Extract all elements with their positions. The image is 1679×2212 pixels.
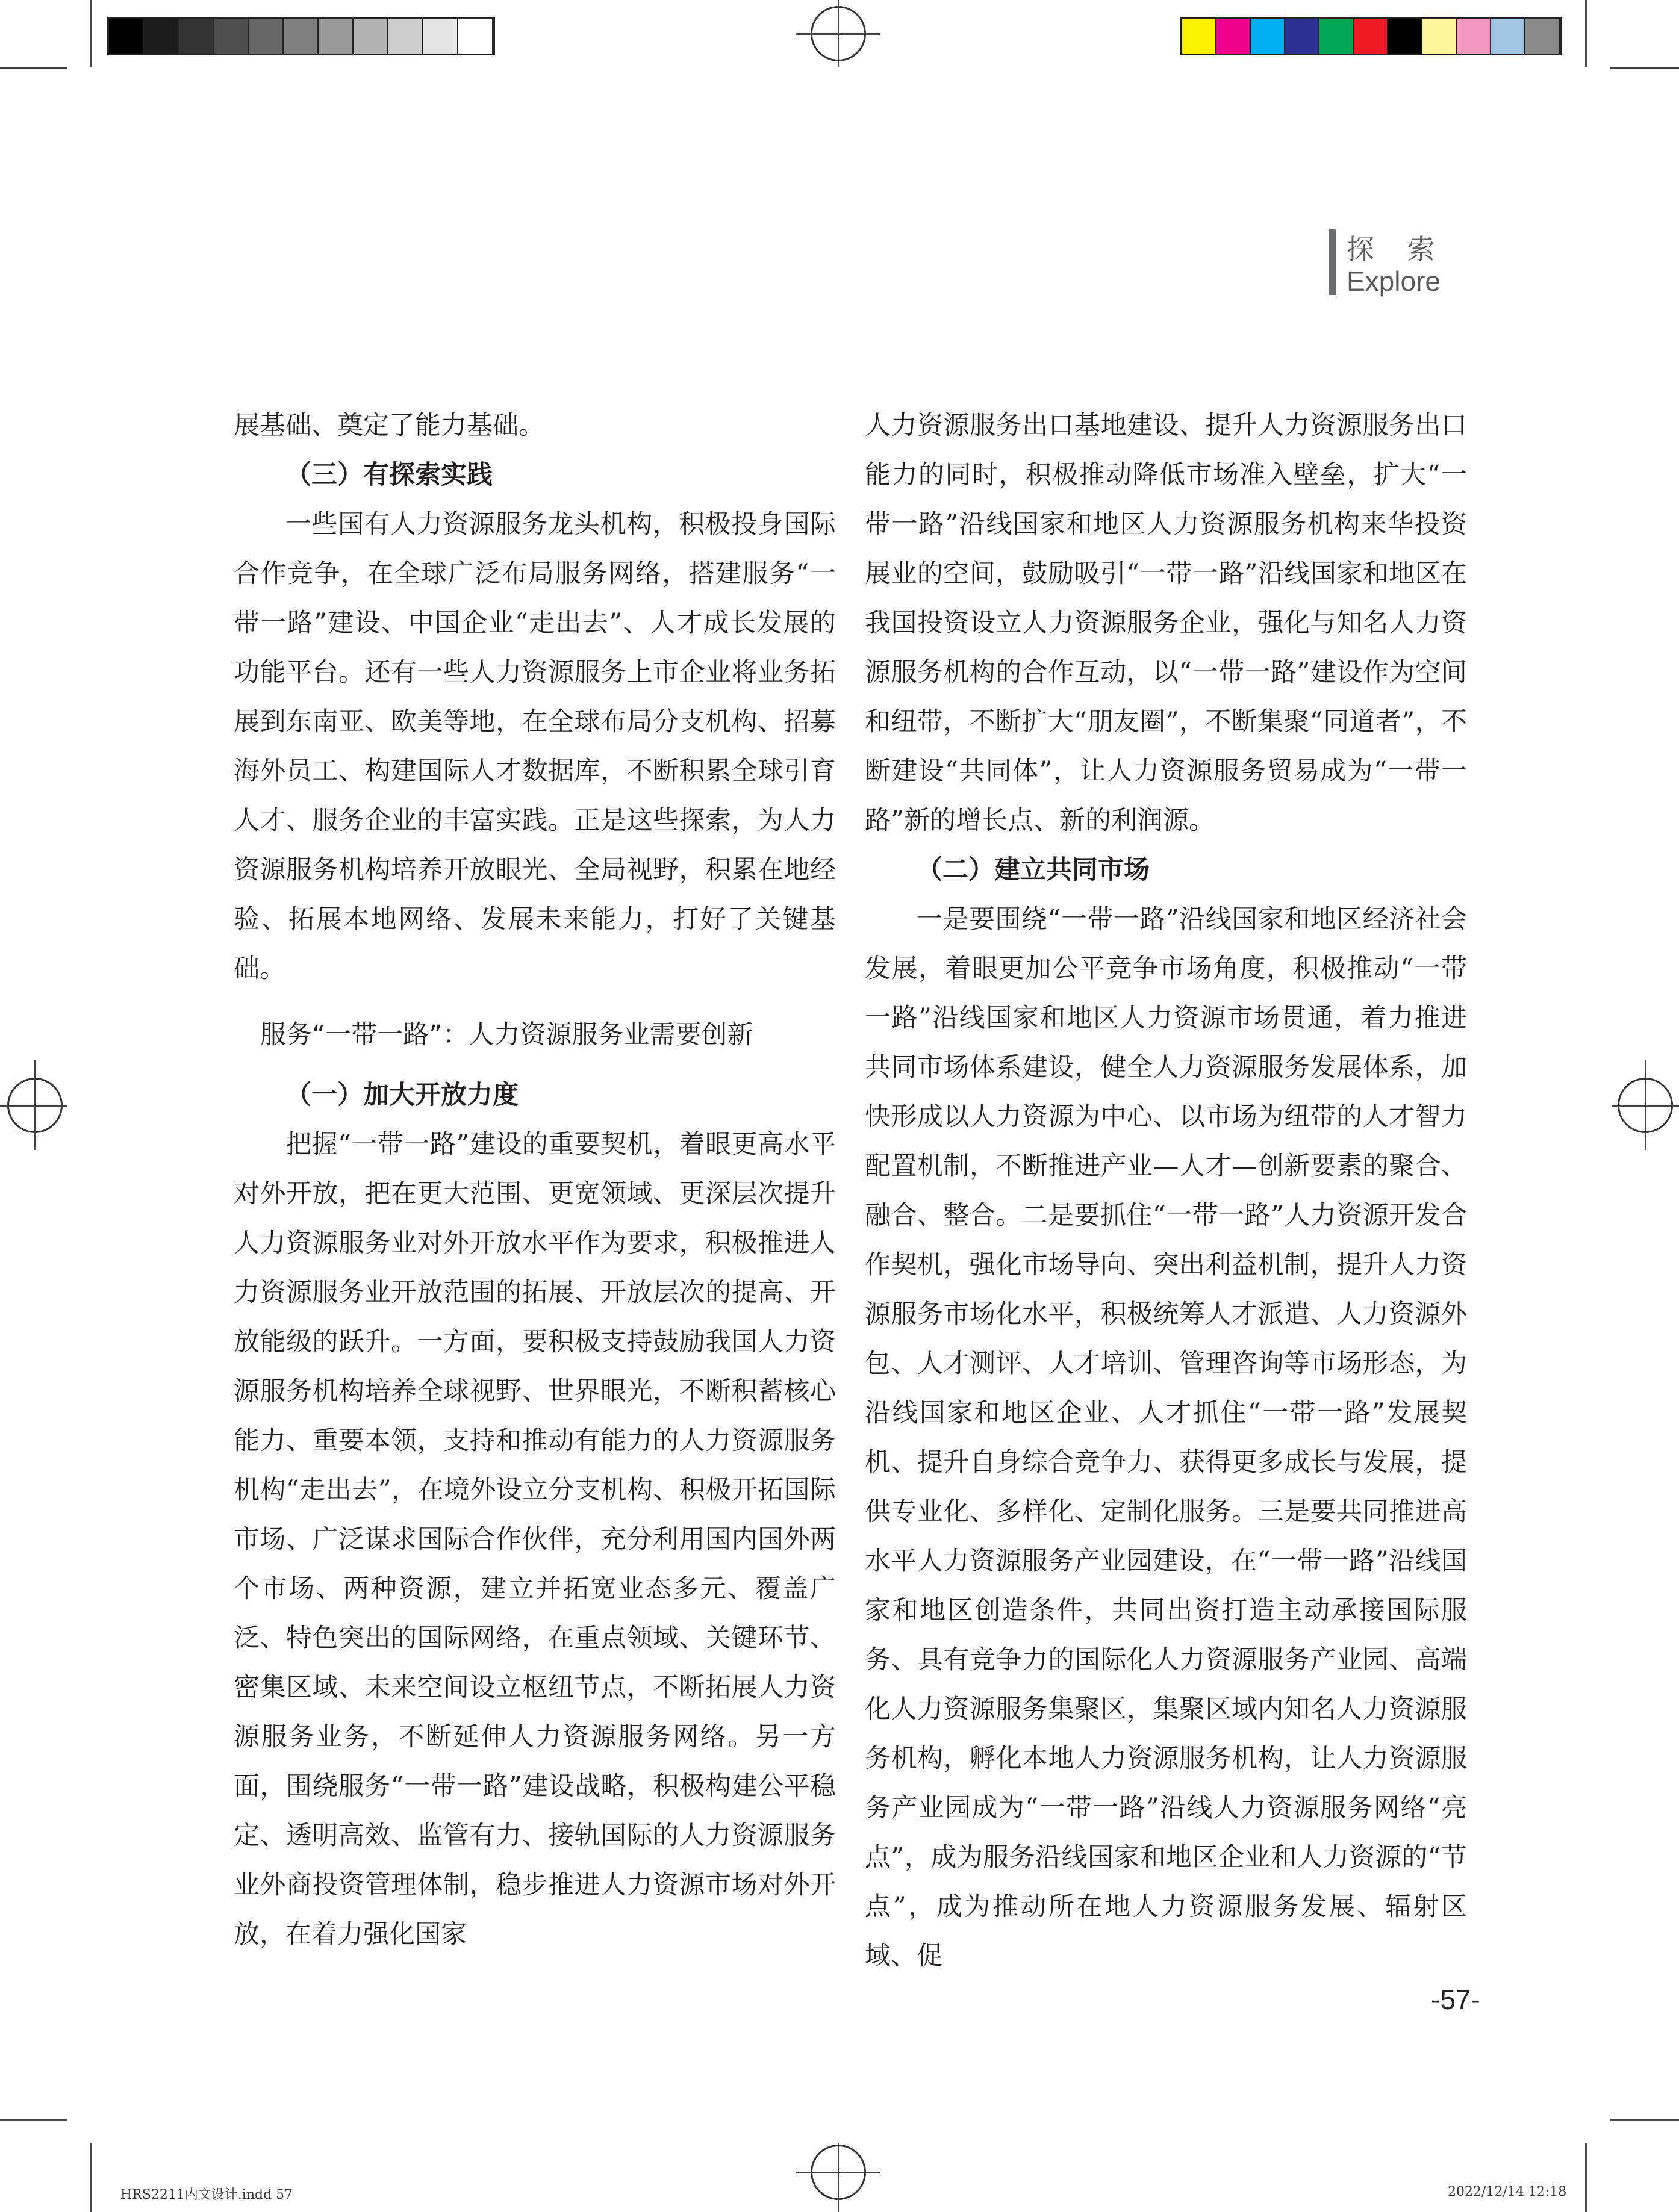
gray-swatch xyxy=(144,19,179,54)
color-swatch xyxy=(1251,19,1285,54)
color-swatch xyxy=(1285,19,1319,54)
gray-swatch xyxy=(458,19,493,54)
crop-mark xyxy=(90,2143,92,2212)
color-swatch xyxy=(1457,19,1491,54)
color-swatch xyxy=(1319,19,1354,54)
right-text-column xyxy=(865,401,1467,1981)
gray-swatch xyxy=(249,19,284,54)
section-title-en: Explore xyxy=(1347,266,1441,297)
gray-swatch xyxy=(388,19,423,54)
crop-mark xyxy=(1610,2119,1679,2121)
section-marker-bar xyxy=(1329,229,1336,295)
crop-mark xyxy=(1585,0,1587,67)
section-title-cn: 探 索 xyxy=(1347,233,1447,266)
color-swatch xyxy=(1388,19,1422,54)
left-text-column xyxy=(234,401,836,1959)
registration-mark-bottom xyxy=(796,2172,880,2173)
gray-swatch xyxy=(284,19,319,54)
print-slug-filename: HRS2211内文设计.indd 57 xyxy=(120,2187,293,2202)
color-swatch xyxy=(1182,19,1216,54)
gray-swatch xyxy=(109,19,144,54)
color-swatch xyxy=(1422,19,1457,54)
crop-mark xyxy=(1610,67,1679,69)
subsection-heading: （一）加大开放力度 xyxy=(285,1080,519,1110)
color-swatch xyxy=(1354,19,1388,54)
gray-swatch xyxy=(319,19,354,54)
paragraph: 展基础、奠定了能力基础。 xyxy=(234,411,544,441)
paragraph: 把握“一带一路”建设的重要契机，着眼更高水平对外开放，把在更大范围、更宽领域、更深层次提升人力资源服务业对外开放水平作为要求，积极推进人力资源服务业开放范围的拓展、开放层次的提高、开放能级的跃升。一方面，要积极支持鼓励我国人力资源服务机构培养全球视野、世界眼光，不断积蓄核心能力、重要本领，支持和推动有能力的人力资源服务机构“走出去”，在境外设立分支机构、积极开拓国际市场、广泛谋求国际合作伙伴，充分利用国内国外两个市场、两种资源，建立并拓宽业态多元、覆盖广泛、特色突出的国际网络，在重点领域、关键环节、密集区域、未来空间设立枢纽节点，不断拓展人力资源服务业务，不断延伸人力资源服务网络。另一方面，围绕服务“一带一路”建设战略，积极构建公平稳定、透明高效、监管有力、接轨国际的人力资源服务业外商投资管理体制，稳步推进人力资源市场对外开放，在着力强化国家 xyxy=(234,1129,836,1949)
gray-swatch xyxy=(214,19,249,54)
crop-mark xyxy=(0,2119,67,2121)
section-heading: 服务“一带一路”：人力资源服务业需要创新 xyxy=(260,1020,753,1050)
paragraph: 人力资源服务出口基地建设、提升人力资源服务出口能力的同时，积极推动降低市场准入壁垒，扩大“一带一路”沿线国家和地区人力资源服务机构来华投资展业的空间，鼓励吸引“一带一路”沿线国家和地区在我国投资设立人力资源服务企业，强化与知名人力资源服务机构的合作互动，以“一带一路”建设作为空间和纽带，不断扩大“朋友圈”，不断集聚“同道者”，不断建设“共同体”，让人力资源服务贸易成为“一带一路”新的增长点、新的利润源。 xyxy=(865,411,1467,836)
crop-mark xyxy=(90,0,92,67)
paragraph: 一是要围绕“一带一路”沿线国家和地区经济社会发展，着眼更加公平竞争市场角度，积极推动“一带一路”沿线国家和地区人力资源市场贯通，着力推进共同市场体系建设，健全人力资源服务发展体系，加快形成以人力资源为中心、以市场为纽带的人才智力配置机制，不断推进产业—人才—创新要素的聚合、融合、整合。二是要抓住“一带一路”人力资源开发合作契机，强化市场导向、突出利益机制，提升人力资源服务市场化水平，积极统筹人才派遣、人力资源外包、人才测评、人才培训、管理咨询等市场形态，为沿线国家和地区企业、人才抓住“一带一路”发展契机、提升自身综合竞争力、获得更多成长与发展，提供专业化、多样化、定制化服务。三是要共同推进高水平人力资源服务产业园建设，在“一带一路”沿线国家和地区创造条件，共同出资打造主动承接国际服务、具有竞争力的国际化人力资源服务产业园、高端化人力资源服务集聚区，集聚区域内知名人力资源服务机构，孵化本地人力资源服务机构，让人力资源服务产业园成为“一带一路”沿线人力资源服务网络“亮点”，成为服务沿线国家和地区企业和人力资源的“节点”，成为推动所在地人力资源服务发展、辐射区域、促 xyxy=(865,904,1467,1971)
color-calibration-bar xyxy=(1180,17,1562,55)
registration-mark-bottom xyxy=(838,2143,839,2212)
color-swatch xyxy=(1216,19,1251,54)
subsection-heading: （二）建立共同市场 xyxy=(917,855,1150,885)
color-swatch xyxy=(1525,19,1560,54)
grayscale-calibration-bar xyxy=(107,17,495,55)
registration-mark-top xyxy=(796,33,880,35)
gray-swatch xyxy=(423,19,458,54)
gray-swatch xyxy=(179,19,214,54)
subsection-heading: （三）有探索实践 xyxy=(285,460,493,490)
gray-swatch xyxy=(354,19,388,54)
print-slug-timestamp: 2022/12/14 12:18 xyxy=(1448,2184,1567,2199)
paragraph: 一些国有人力资源服务龙头机构，积极投身国际合作竞争，在全球广泛布局服务网络，搭建服务“一带一路”建设、中国企业“走出去”、人才成长发展的功能平台。还有一些人力资源服务上市企业将业务拓展到东南亚、欧美等地，在全球布局分支机构、招募海外员工、构建国际人才数据库，不断积累全球引育人才、服务企业的丰富实践。正是这些探索，为人力资源服务机构培养开放眼光、全局视野，积累在地经验、拓展本地网络、发展未来能力，打好了关键基础。 xyxy=(234,509,836,984)
crop-mark xyxy=(0,67,67,69)
crop-mark xyxy=(1585,2143,1587,2212)
page-number: -57- xyxy=(1431,1984,1480,2015)
color-swatch xyxy=(1491,19,1525,54)
registration-mark-right xyxy=(1612,1105,1679,1107)
registration-mark-left xyxy=(0,1105,67,1107)
